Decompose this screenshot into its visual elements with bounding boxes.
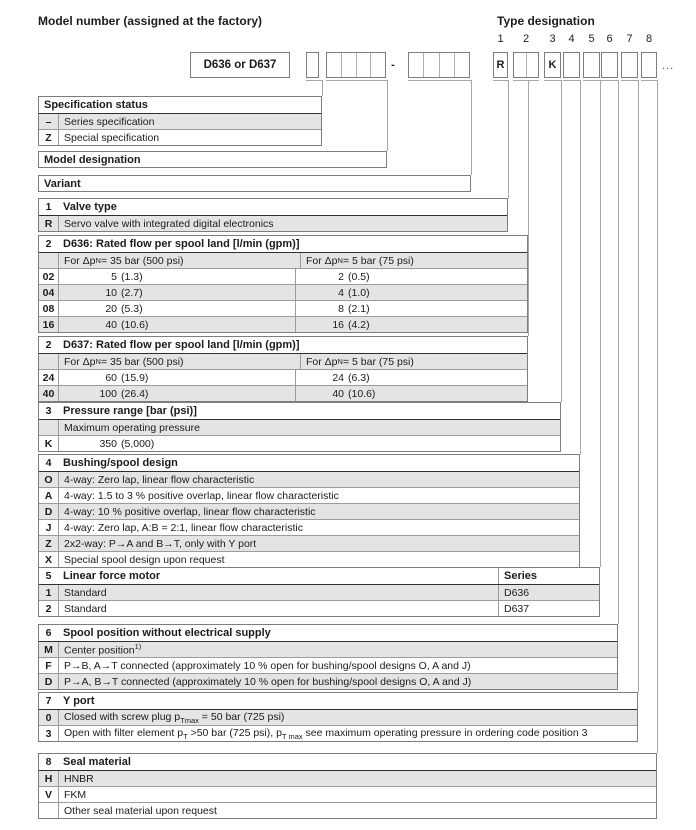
position-key: 4	[45, 457, 52, 469]
row-desc: 4-way: 1.5 to 3 % positive overlap, linear flow characteristic	[64, 489, 339, 502]
row-desc: Other seal material upon request	[64, 804, 217, 817]
ellipsis: ...	[662, 60, 675, 72]
position-key: 6	[45, 627, 52, 639]
connector-line	[544, 80, 561, 81]
connector-line	[563, 80, 580, 81]
table-title: D636: Rated flow per spool land [l/min (gpm)]	[63, 238, 300, 250]
table-row	[39, 657, 617, 673]
row-desc: P→A, B→T connected (approximately 10 % open for bushing/spool designs O, A and J)	[64, 675, 472, 688]
flow-35bar-cell: 100 (26.4)	[59, 386, 296, 401]
position-key: 1	[45, 201, 52, 213]
row-key: 40	[39, 386, 59, 401]
row-key: A	[39, 488, 59, 503]
row-key	[39, 253, 59, 268]
position-key: 8	[45, 756, 52, 768]
table-row	[39, 710, 637, 725]
row-key: 02	[39, 269, 59, 284]
row-key: Z	[39, 130, 59, 145]
connector-line	[493, 80, 508, 81]
row-desc: Special specification	[64, 131, 160, 144]
table-header	[39, 625, 617, 642]
d637-flow-table	[38, 336, 528, 402]
table-title: Spool position without electrical supply	[63, 627, 271, 639]
connector-line	[508, 80, 509, 198]
model-series-box: D636 or D637	[190, 52, 290, 78]
table-header	[39, 236, 527, 253]
position-key: 2	[45, 238, 52, 250]
code-cell	[356, 53, 371, 77]
position-number: 6	[606, 33, 613, 45]
row-key: R	[39, 216, 59, 231]
table-row	[39, 472, 579, 487]
connector-line	[322, 80, 323, 96]
connector-line	[621, 80, 638, 81]
column-header-row	[39, 253, 527, 268]
connector-line	[561, 80, 562, 402]
model-designation-box	[326, 52, 386, 78]
connector-line	[601, 80, 618, 81]
column-header: For Δp N = 5 bar (75 psi)	[306, 254, 414, 267]
position-key: 3	[45, 405, 52, 417]
table-row	[39, 642, 617, 657]
connector-line	[387, 80, 388, 151]
table-row	[39, 551, 579, 567]
row-key: D	[39, 504, 59, 519]
y-port-table	[38, 692, 638, 742]
row-desc: Standard	[64, 602, 107, 615]
bushing-spool-table	[38, 454, 580, 568]
table-row	[39, 284, 527, 300]
row-key: 24	[39, 370, 59, 385]
table-row	[39, 503, 579, 519]
row-desc: Standard	[64, 586, 107, 599]
table-row	[39, 725, 637, 741]
column-header: For Δp N = 35 bar (500 psi)	[59, 354, 301, 369]
table-row	[39, 369, 527, 385]
connector-line	[583, 80, 600, 81]
row-desc: Special spool design upon request	[64, 553, 225, 566]
table-row	[39, 129, 321, 145]
row-key: 2	[39, 601, 59, 616]
type-box-4	[563, 52, 580, 78]
table-title: Linear force motor	[63, 570, 161, 582]
position-number: 1	[497, 33, 504, 45]
table-header	[39, 754, 656, 771]
linear-force-motor-table	[38, 567, 600, 617]
flow-35bar-cell: 10 (2.7)	[59, 285, 296, 300]
connector-line	[580, 80, 581, 454]
code-cell	[409, 53, 423, 77]
series-cell: D636	[498, 585, 599, 600]
flow-5bar-cell: 4 (1.0)	[338, 286, 370, 299]
table-title: Y port	[63, 695, 95, 707]
flow-35bar-cell: 5 (1.3)	[59, 269, 296, 284]
table-row	[39, 114, 321, 129]
table-title: Specification status	[44, 99, 148, 111]
type-box-6	[601, 52, 618, 78]
table-row	[39, 600, 599, 616]
column-header: For Δp N = 5 bar (75 psi)	[306, 355, 414, 368]
row-key: 04	[39, 285, 59, 300]
row-key: O	[39, 472, 59, 487]
column-header-row	[39, 420, 560, 435]
connector-line	[306, 80, 323, 81]
spec-status-table	[38, 96, 322, 146]
table-row	[39, 535, 579, 551]
row-desc: 2x2-way: P→A and B→T, only with Y port	[64, 537, 257, 550]
model-number-heading: Model number (assigned at the factory)	[38, 14, 263, 28]
type-designation-heading: Type designation	[497, 14, 595, 28]
position-key: 2	[45, 339, 52, 351]
table-title: Seal material	[63, 756, 131, 768]
series-column-header: Series	[498, 568, 599, 584]
table-row	[39, 385, 527, 401]
flow-5bar-cell: 2 (0.5)	[338, 270, 370, 283]
footnote-marker: 1)	[134, 642, 142, 651]
spool-position-table	[38, 624, 618, 690]
row-desc: Center position$^{1)}$	[64, 642, 142, 657]
type-box-3: K	[544, 52, 561, 78]
connector-line	[513, 80, 539, 81]
position-number: 7	[626, 33, 633, 45]
variant-box	[408, 52, 470, 78]
row-desc: 4-way: 10 % positive overlap, linear flow characteristic	[64, 505, 316, 518]
code-cell	[341, 53, 356, 77]
table-row	[39, 585, 599, 600]
row-desc: Open with filter element $p_T >50$ bar (725 psi), $p_{T max}$ see maximum operating pressure in ordering code position 3	[64, 726, 588, 741]
connector-line	[638, 80, 639, 692]
valve-type-table	[38, 198, 508, 232]
table-header	[39, 693, 637, 710]
row-desc: Closed with screw plug $p_{Tmax} = 50$ bar (725 psi)	[64, 710, 285, 725]
row-key: 3	[39, 726, 59, 741]
row-key: 16	[39, 317, 59, 332]
row-key: 1	[39, 585, 59, 600]
table-row	[39, 802, 656, 818]
column-header: For Δp N = 35 bar (500 psi)	[59, 253, 301, 268]
position-key: 5	[45, 570, 52, 582]
code-cell	[423, 53, 438, 77]
table-title: Bushing/spool design	[63, 457, 178, 469]
table-header	[39, 97, 321, 114]
code-cell	[454, 53, 469, 77]
table-header	[39, 199, 507, 216]
row-key: J	[39, 520, 59, 535]
table-title: Valve type	[63, 201, 117, 213]
table-header	[39, 568, 599, 585]
column-header: Maximum operating pressure	[64, 421, 200, 434]
type-box-5	[583, 52, 600, 78]
code-cell	[439, 53, 454, 77]
code-cell	[370, 53, 385, 77]
table-header	[39, 455, 579, 472]
table-row	[39, 316, 527, 332]
connector-line	[528, 80, 529, 336]
row-key: 0	[39, 710, 59, 725]
row-key	[39, 803, 59, 818]
row-key: 08	[39, 301, 59, 316]
row-desc: 4-way: Zero lap, linear flow characteristic	[64, 473, 255, 486]
table-row	[39, 487, 579, 503]
position-number: 5	[588, 33, 595, 45]
table-row	[39, 519, 579, 535]
flow-5bar-cell: 40 (10.6)	[332, 387, 376, 400]
row-key: V	[39, 787, 59, 802]
row-key: H	[39, 771, 59, 786]
row-desc: Series specification	[64, 115, 155, 128]
row-desc: HNBR	[64, 772, 94, 785]
table-title: Pressure range [bar (psi)]	[63, 405, 197, 417]
code-cell	[514, 53, 526, 77]
row-key: F	[39, 658, 59, 673]
pressure-cell: 350 (5,000)	[99, 437, 155, 450]
row-key: M	[39, 642, 59, 657]
row-desc: P→B, A→T connected (approximately 10 % open for bushing/spool designs O, A and J)	[64, 659, 471, 672]
table-title: D637: Rated flow per spool land [l/min (gpm)]	[63, 339, 300, 351]
connector-line	[657, 80, 658, 753]
connector-line	[641, 80, 657, 81]
table-row	[39, 771, 656, 786]
type-box-1: R	[493, 52, 508, 78]
connector-line	[408, 80, 472, 81]
table-row	[39, 300, 527, 316]
table-row	[39, 673, 617, 689]
type-box-7	[621, 52, 638, 78]
type-box-8	[641, 52, 657, 78]
spec-status-box	[306, 52, 319, 78]
connector-line	[326, 80, 388, 81]
row-key: Z	[39, 536, 59, 551]
flow-5bar-cell: 16 (4.2)	[332, 318, 370, 331]
row-desc: 4-way: Zero lap, A:B = 2:1, linear flow characteristic	[64, 521, 303, 534]
position-number: 4	[568, 33, 575, 45]
connector-line	[618, 80, 619, 624]
connector-line	[471, 80, 472, 175]
row-key	[39, 420, 59, 435]
flow-35bar-cell: 20 (5.3)	[59, 301, 296, 316]
d636-flow-table	[38, 235, 528, 333]
row-key: X	[39, 552, 59, 567]
row-desc: Servo valve with integrated digital electronics	[64, 217, 274, 230]
table-row	[39, 268, 527, 284]
model-designation-bar: Model designation	[38, 151, 387, 168]
seal-material-table	[38, 753, 657, 819]
row-desc: FKM	[64, 788, 87, 801]
position-number: 2	[522, 33, 530, 45]
table-row	[39, 435, 560, 451]
connector-line	[600, 80, 601, 567]
table-row	[39, 786, 656, 802]
code-cell	[526, 53, 539, 77]
row-key: –	[39, 114, 59, 129]
table-header	[39, 403, 560, 420]
table-row	[39, 216, 507, 231]
series-cell: D637	[498, 601, 599, 616]
table-header	[39, 337, 527, 354]
position-number: 8	[645, 33, 653, 45]
code-cell	[327, 53, 341, 77]
type-box-2	[513, 52, 539, 78]
column-header-row	[39, 354, 527, 369]
position-number: 3	[549, 33, 556, 45]
flow-5bar-cell: 24 (6.3)	[332, 371, 370, 384]
row-key: K	[39, 436, 59, 451]
flow-35bar-cell: 40 (10.6)	[59, 317, 296, 332]
separator-dash: -	[391, 59, 395, 71]
variant-bar: Variant	[38, 175, 471, 192]
pressure-range-table	[38, 402, 561, 452]
flow-35bar-cell: 60 (15.9)	[59, 370, 296, 385]
position-key: 7	[45, 695, 52, 707]
row-key	[39, 354, 59, 369]
flow-5bar-cell: 8 (2.1)	[338, 302, 370, 315]
row-key: D	[39, 674, 59, 689]
